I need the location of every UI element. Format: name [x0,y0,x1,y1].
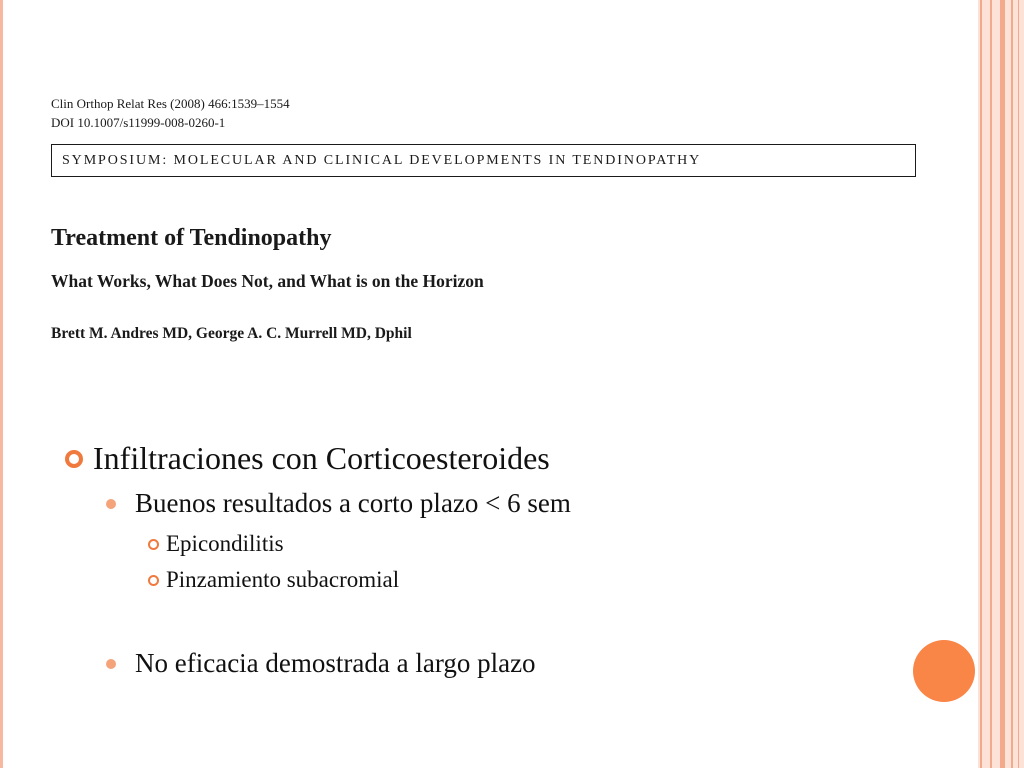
article-title: Treatment of Tendinopathy [51,225,332,251]
bullet-subsub [148,531,284,557]
dot-bullet-icon [106,659,116,669]
ring-bullet-icon [148,575,159,586]
stripe-line [980,0,982,768]
ring-bullet-icon [65,450,83,468]
stripe-line [1011,0,1013,768]
doi-line: DOI 10.1007/s11999-008-0260-1 [51,115,226,130]
bullet-sub-text: No eficacia demostrada a largo plazo [135,648,536,678]
right-decorative-stripes [978,0,1024,768]
bullet-main [65,440,550,477]
stripe-line [1018,0,1019,768]
bullet-subsub-text: Pinzamiento subacromial [166,567,400,592]
journal-citation [51,94,290,132]
stripe-line [1000,0,1005,768]
ring-bullet-icon [148,539,159,550]
bullet-subsub-text: Epicondilitis [166,531,284,556]
bullet-sub [106,648,536,679]
bullet-subsub [148,567,399,593]
banner-text: SYMPOSIUM: MOLECULAR AND CLINICAL DEVELOPMENTS IN TENDINOPATHY [62,152,702,168]
symposium-banner [51,144,916,177]
dot-bullet-icon [106,499,116,509]
article-subtitle: What Works, What Does Not, and What is on the Horizon [51,271,484,291]
bullet-sub [106,488,571,519]
stripe-line [990,0,992,768]
left-edge-stripe [0,0,3,768]
decorative-orange-circle [913,640,975,702]
article-authors: Brett M. Andres MD, George A. C. Murrell MD, Dphil [51,325,412,342]
bullet-sub-text: Buenos resultados a corto plazo < 6 sem [135,488,571,518]
bullet-main-text: Infiltraciones con Corticoesteroides [93,440,550,476]
citation-line: Clin Orthop Relat Res (2008) 466:1539–1554 [51,96,290,111]
